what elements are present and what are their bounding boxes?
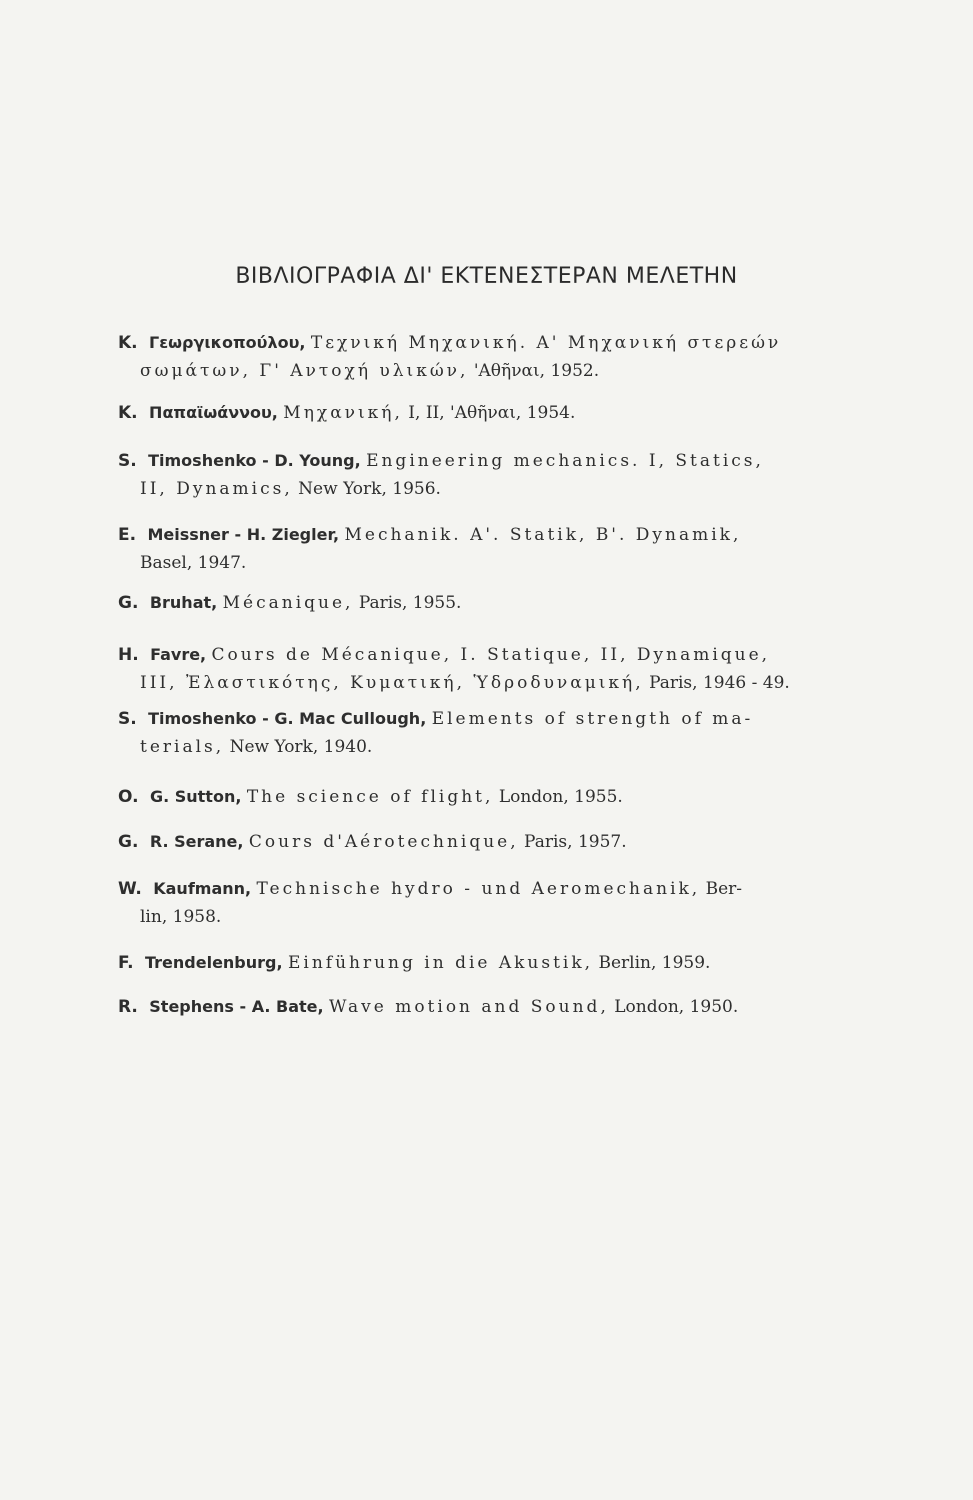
entry-initial: E. — [118, 525, 137, 545]
entry-publication: London, 1955. — [498, 787, 623, 807]
entry-author: Γεωργικοπούλου, — [149, 333, 306, 352]
entry-author: Favre, — [150, 645, 207, 664]
bib-entry — [118, 589, 853, 617]
entry-title-cont: II, Dynamics, — [140, 479, 293, 499]
entry-author: Timoshenko - D. Young, — [148, 451, 361, 470]
entry-initial: O. — [118, 787, 139, 807]
entry-initial: R. — [118, 997, 138, 1017]
entry-initial: K. — [118, 333, 138, 353]
entry-title-cont: terials, — [140, 737, 225, 757]
entry-title: The science of flight, — [246, 787, 494, 807]
entry-title: Technische hydro - und Aeromechanik, — [256, 879, 701, 899]
entry-initial: H. — [118, 645, 139, 665]
bib-entry — [118, 447, 853, 503]
entry-initial: S. — [118, 451, 137, 471]
entry-publication: Basel, 1947. — [140, 553, 247, 573]
entry-author: Bruhat, — [149, 593, 218, 612]
entry-publication: 'Αθῆναι, 1952. — [473, 361, 600, 381]
entry-publication: New York, 1940. — [229, 737, 373, 757]
entry-publication: Paris, 1957. — [524, 832, 627, 852]
entry-publication: Berlin, 1959. — [598, 953, 711, 973]
entry-initial: F. — [118, 953, 134, 973]
entry-publication: New York, 1956. — [298, 479, 441, 499]
page-heading: ΒΙΒΛΙΟΓΡΑΦΙΑ ΔΙ' ΕΚΤΕΝΕΣΤΕΡΑΝ ΜΕΛΕΤΗΝ — [235, 264, 738, 289]
bib-entry — [118, 949, 853, 977]
entry-title: Cours d'Aérotechnique, — [248, 832, 519, 852]
bib-entry — [118, 828, 853, 856]
entry-author: G. Sutton, — [149, 787, 242, 806]
bib-entry — [118, 399, 853, 427]
entry-title: Mécanique, — [222, 593, 354, 613]
bib-entry — [118, 993, 853, 1021]
entry-title: Cours de Mécanique, I. Statique, II, Dynamique, — [211, 645, 771, 665]
entry-publication: Paris, 1946 - 49. — [649, 673, 790, 693]
entry-initial: G. — [118, 832, 139, 852]
entry-author: Stephens - A. Bate, — [149, 997, 324, 1016]
entry-author: Timoshenko - G. Mac Cullough, — [148, 709, 427, 728]
entry-title: Mechanik. A'. Statik, B'. Dynamik, — [344, 525, 742, 545]
entry-publication: London, 1950. — [614, 997, 739, 1017]
entry-title: Τεχνική Μηχανική. Α' Μηχανική στερεών — [310, 333, 782, 353]
bib-entry — [118, 329, 853, 385]
bib-entry — [118, 521, 853, 577]
entry-title-cont: σωμάτων, Γ' Αντοχή υλικών, — [140, 361, 469, 381]
entry-publication: lin, 1958. — [140, 907, 222, 927]
entry-title: Engineering mechanics. I, Statics, — [366, 451, 764, 471]
entry-author: Meissner - H. Ziegler, — [147, 525, 340, 544]
entry-initial: W. — [118, 879, 142, 899]
bib-entry — [118, 875, 853, 931]
entry-author: R. Serane, — [149, 832, 244, 851]
entry-title-cont: III, Ἐλαστικότης, Κυματική, Ὑδροδυναμική, — [140, 673, 644, 693]
entry-initial: G. — [118, 593, 139, 613]
entry-publication: I, II, 'Αθῆναι, 1954. — [408, 403, 576, 423]
bib-entry — [118, 705, 853, 761]
bib-entry — [118, 641, 853, 697]
entry-title: Elements of strength of ma- — [431, 709, 754, 729]
entry-initial: S. — [118, 709, 137, 729]
entry-author: Trendelenburg, — [144, 953, 283, 972]
entry-author: Kaufmann, — [153, 879, 252, 898]
entry-author: Παπαϊωάννου, — [149, 403, 278, 422]
entry-title: Einführung in die Akustik, — [287, 953, 594, 973]
bib-entry — [118, 783, 853, 811]
entry-title: Wave motion and Sound, — [329, 997, 609, 1017]
entry-publication-start: Ber- — [705, 879, 743, 899]
entry-title: Μηχανική, — [283, 403, 403, 423]
entry-initial: K. — [118, 403, 138, 423]
entry-publication: Paris, 1955. — [358, 593, 462, 613]
